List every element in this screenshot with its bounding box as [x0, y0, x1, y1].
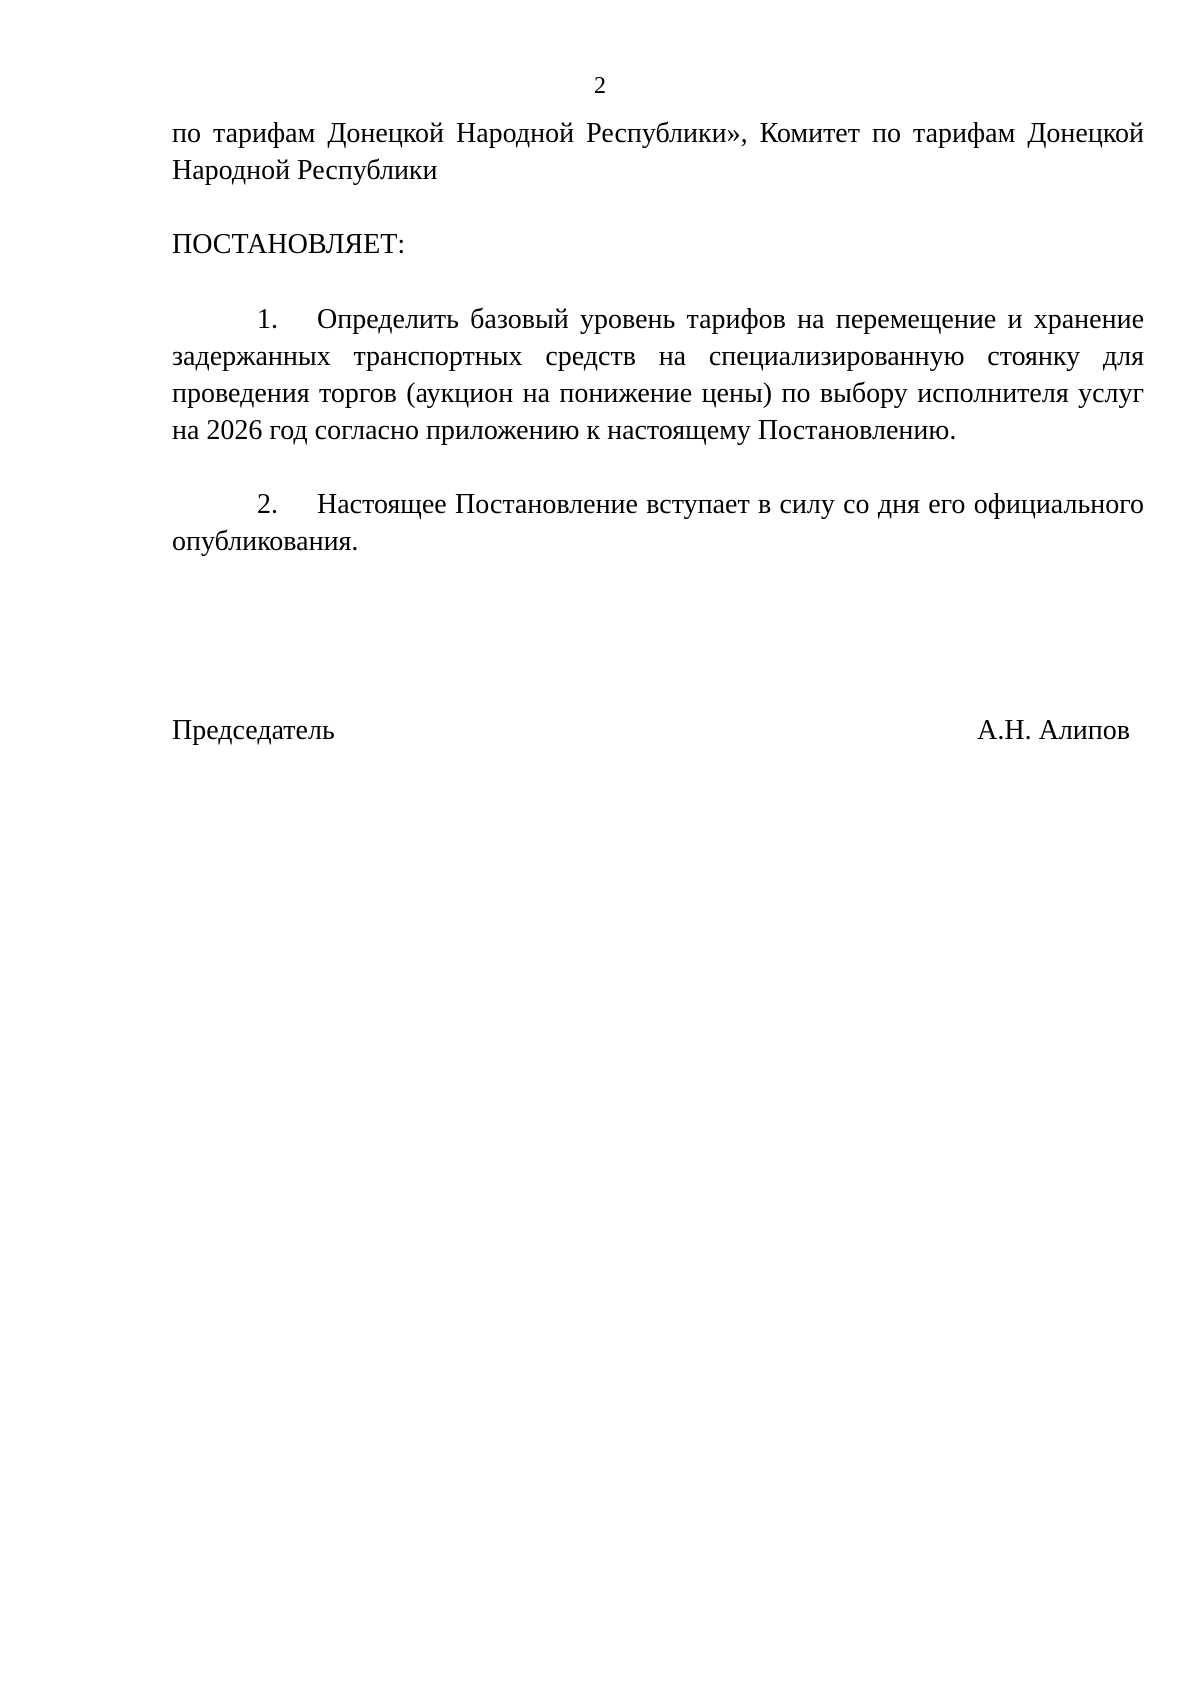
signature-block — [172, 712, 1130, 749]
intro-paragraph: по тарифам Донецкой Народной Республики», Комитет по тарифам Донецкой Народной Республики — [172, 118, 1144, 186]
decree-item-2 — [172, 486, 1144, 560]
signatory-name: А.Н. Алипов — [977, 715, 1130, 746]
decree-item-1-text: Определить базовый уровень тарифов на перемещение и хранение задержанных транспортных средств на специализированную стоянку для проведения торгов (аукцион на понижение цены) по выбору исполнителя услуг на 2026 год согласно приложению к настоящему Постановлению. — [172, 304, 1144, 446]
decree-item-1 — [172, 301, 1144, 449]
decree-item-1-number: 1. — [257, 304, 278, 335]
decree-item-2-number: 2. — [257, 489, 278, 520]
signatory-title: Председатель — [172, 715, 335, 746]
decree-heading: ПОСТАНОВЛЯЕТ: — [172, 229, 406, 260]
decree-item-2-text: Настоящее Постановление вступает в силу со дня его официального опубликования. — [172, 489, 1144, 557]
page-number: 2 — [594, 73, 606, 99]
